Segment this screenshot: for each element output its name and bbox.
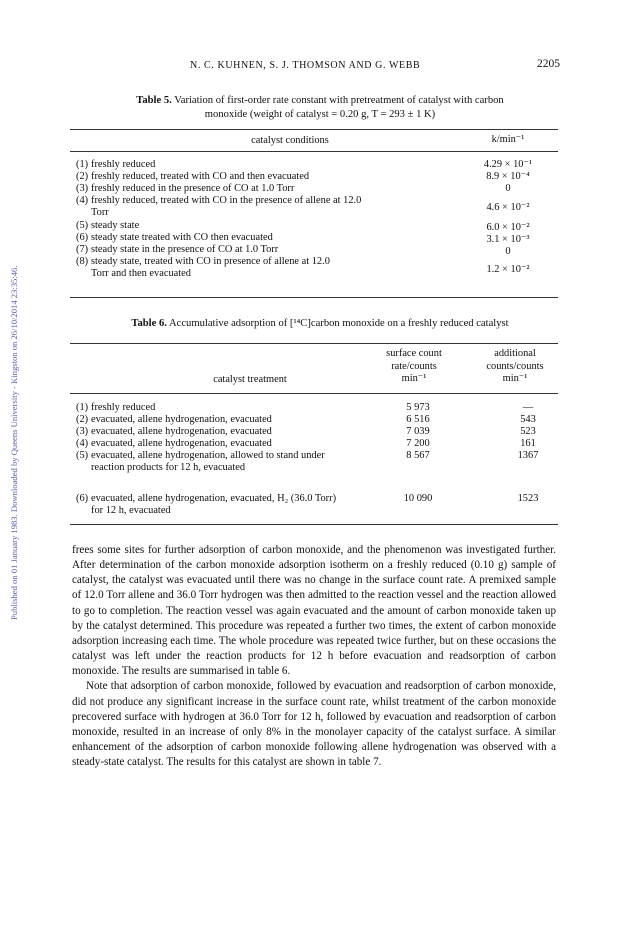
paragraph-1: frees some sites for further adsorption of carbon monoxide, and the phenomenon was investigated further. After determination of the carbon monoxide adsorption isotherm on a freshly reduced (0.10 g) sample of catalyst, the catalyst was evacuated until there was no change in the surface count rate. A premixed sample of 12.0 Torr allene and 36.0 Torr hydrogen was then admitted to the reaction vessel and the reaction allowed to go to completion. The reaction vessel was again evacuated and the amount of carbon monoxide taken up by the catalyst determined. This procedure was repeated a further two times, the extent of carbon monoxide adsorption increasing each time. The whole procedure was repeated twice further, but on these occasions the catalyst was left under the reaction products for 12 h before evacuation and readsorption of carbon monoxide. The results are summarised in table 6. (72, 544, 556, 678)
row-number: (2) (76, 414, 89, 425)
row-count: 7 039 (406, 426, 430, 437)
paragraph-2: Note that adsorption of carbon monoxide, followed by evacuation and readsorption of carbon monoxide, did not produce any significant increase in the surface count rate, whilst treatment of the carbon monoxide precovered surface with hydrogen at 36.0 Torr for 12 h, followed by evacuation and readsorption of carbon monoxide, resulted in an increase of only 8% in the monolayer capacity of the catalyst surface. A similar enhancement of the adsorption of carbon monoxide following allene hydrogenation was observed with a steady-state catalyst. The results for this catalyst are shown in table 7. (72, 680, 556, 769)
row-number: (1) (76, 402, 89, 413)
row-additional: 1367 (517, 450, 539, 461)
col-count-line3: min⁻¹ (401, 373, 427, 384)
table5-col-rate: k/min⁻¹ (491, 134, 525, 145)
col-add-line2: counts/counts (486, 360, 544, 372)
row-rate: 4.6 × 10⁻² (486, 202, 530, 213)
row-count: 7 200 (406, 438, 430, 449)
download-notice-sidebar (0, 120, 18, 620)
table5-bottom-rule (70, 297, 558, 298)
row-rate: 6.0 × 10⁻² (486, 222, 530, 233)
row-number: (4) (76, 195, 89, 206)
table6-col-count (366, 348, 462, 386)
row-additional: 161 (520, 438, 536, 449)
col-add-line1: additional (494, 348, 536, 359)
table5-caption-line1: Variation of first-order rate constant with pretreatment of catalyst with carbon (174, 95, 504, 106)
table5-label: Table 5. (136, 95, 172, 106)
row-treatment: evacuated, allene hydrogenation, evacuated (91, 438, 272, 449)
row-count: 6 516 (406, 414, 430, 425)
row-treatment: freshly reduced (91, 402, 156, 413)
row-condition: steady state in the presence of CO at 1.0 Torr (91, 244, 279, 255)
table6-col-additional (470, 348, 560, 386)
download-notice-text: Published on 01 January 1983. Downloaded by Queens University - Kingston on 26/10/2014 23:35:46. (9, 265, 19, 620)
row-number: (4) (76, 438, 89, 449)
page-number: 2205 (537, 58, 560, 70)
row-treatment: evacuated, allene hydrogenation, allowed to stand under reaction products for 12 h, evacuated (91, 450, 325, 474)
row-number: (3) (76, 183, 89, 194)
table6-caption-text: Accumulative adsorption of [¹⁴C]carbon monoxide on a freshly reduced catalyst (169, 318, 509, 329)
row-number: (1) (76, 159, 89, 170)
row-count: 5 973 (406, 402, 430, 413)
row-additional: — (522, 402, 534, 413)
table5-caption-line2: monoxide (weight of catalyst = 0.20 g, T = 293 ± 1 K) (204, 109, 436, 120)
row-condition: steady state (91, 220, 140, 231)
body-text (72, 543, 556, 770)
row-additional: 543 (520, 414, 536, 425)
row-rate: 3.1 × 10⁻³ (486, 234, 530, 245)
row-condition: freshly reduced, treated with CO and then evacuated (91, 171, 310, 182)
header-authors: N. C. KUHNEN, S. J. THOMSON AND G. WEBB (190, 60, 421, 71)
running-header (80, 58, 560, 74)
col-count-line2: rate/counts (391, 360, 437, 372)
row-condition: freshly reduced, treated with CO in the presence of allene at 12.0 Torr (91, 195, 362, 219)
row-treatment: evacuated, allene hydrogenation, evacuated, H₂ (36.0 Torr) for 12 h, evacuated (91, 493, 337, 517)
row-treatment: evacuated, allene hydrogenation, evacuated (91, 414, 272, 425)
table5-head-rule (70, 151, 558, 152)
row-condition: freshly reduced in the presence of CO at 1.0 Torr (91, 183, 295, 194)
col-count-line1: surface count (386, 348, 442, 359)
col-add-line3: min⁻¹ (502, 373, 528, 384)
row-number: (6) (76, 232, 89, 243)
row-count: 8 567 (406, 450, 430, 461)
table5-top-rule (70, 129, 558, 130)
row-condition: freshly reduced (91, 159, 156, 170)
table6-bottom-rule (70, 524, 558, 525)
row-condition: steady state, treated with CO in presence of allene at 12.0 Torr and then evacuated (91, 256, 330, 280)
row-number: (5) (76, 450, 89, 461)
table6-label: Table 6. (131, 318, 167, 329)
row-rate: 0 (505, 246, 511, 257)
row-number: (6) (76, 493, 89, 504)
row-rate: 0 (505, 183, 511, 194)
table6-caption (80, 317, 560, 331)
row-rate: 8.9 × 10⁻⁴ (486, 171, 530, 182)
table5-col-conditions: catalyst conditions (251, 135, 329, 146)
row-number: (7) (76, 244, 89, 255)
row-additional: 523 (520, 426, 536, 437)
row-number: (3) (76, 426, 89, 437)
table5-caption (80, 94, 560, 122)
row-number: (8) (76, 256, 89, 267)
table6-top-rule (70, 343, 558, 344)
row-treatment: evacuated, allene hydrogenation, evacuated (91, 426, 272, 437)
row-number: (2) (76, 171, 89, 182)
row-rate: 1.2 × 10⁻² (486, 264, 530, 275)
row-number: (5) (76, 220, 89, 231)
row-additional: 1523 (517, 493, 539, 504)
row-condition: steady state treated with CO then evacuated (91, 232, 273, 243)
table6-col-treatment: catalyst treatment (213, 374, 287, 385)
table6-head-rule (70, 393, 558, 394)
row-count: 10 090 (403, 493, 433, 504)
row-rate: 4.29 × 10⁻¹ (483, 159, 533, 170)
